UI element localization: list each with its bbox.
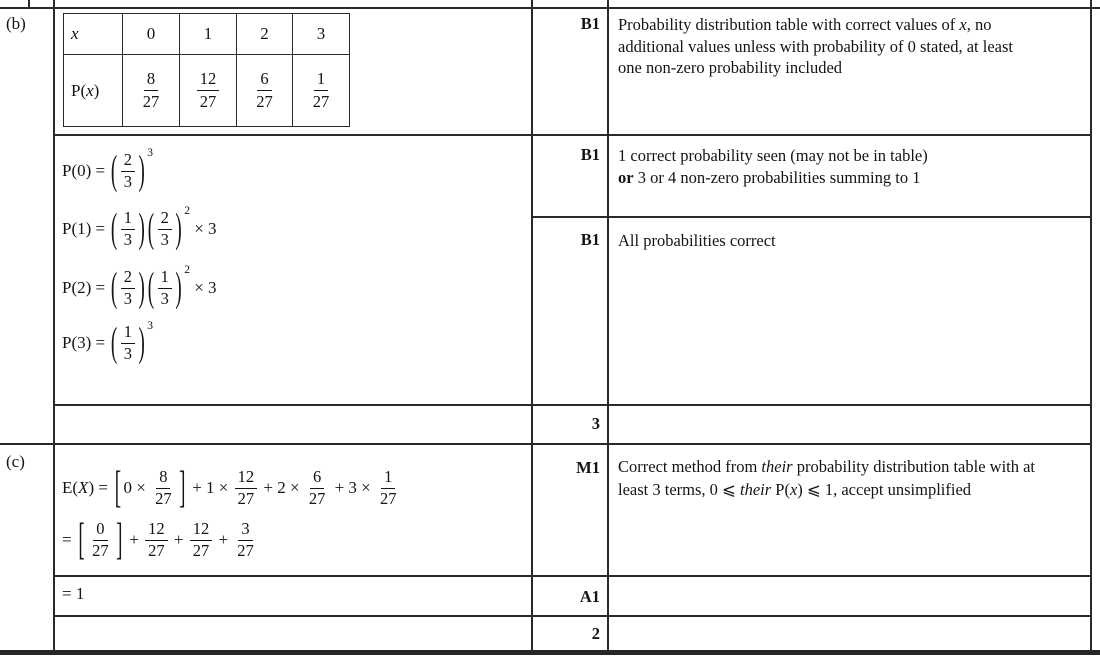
grid-line bbox=[28, 0, 30, 8]
working-line-ex-simplified: = [ $\frac{0}{27}$ ] + $\frac{12}{27}$ + $\frac{12}{27}$ + $\frac{3}{27}$ bbox=[62, 515, 254, 565]
mark-code-b1-2: B1 bbox=[580, 145, 600, 164]
working-line-p1: P(1) = ( $\frac{1}{3}$ ) ( $\frac{2}{3}$ ) 2 × 3 bbox=[62, 205, 217, 252]
table-cell-probability bbox=[179, 54, 236, 126]
grid-line bbox=[0, 650, 1100, 655]
table-cell-x-value: 2 bbox=[236, 14, 292, 54]
grid-line bbox=[53, 615, 1090, 617]
probability-fraction: $\frac{6}{27}$ bbox=[256, 69, 273, 111]
grid-line bbox=[531, 216, 1090, 218]
guidance-line: additional values unless with probability of 0 stated, at least bbox=[618, 36, 1014, 56]
grid-line bbox=[53, 404, 1090, 406]
guidance-line: one non-zero probability included bbox=[618, 58, 843, 77]
guidance-b1-2 bbox=[618, 145, 1083, 188]
probability-distribution-table bbox=[63, 13, 350, 127]
probability-fraction: $\frac{12}{27}$ bbox=[195, 70, 222, 111]
grid-line bbox=[1090, 0, 1092, 651]
guidance-m1 bbox=[618, 456, 1083, 501]
working-line-result: = 1 bbox=[62, 584, 85, 603]
part-b-total-marks: 3 bbox=[591, 414, 600, 433]
working-line-p0: P(0) = ( $\frac{2}{3}$ ) 3 bbox=[62, 147, 154, 194]
x-header: x bbox=[71, 24, 79, 43]
grid-line bbox=[0, 443, 1090, 445]
guidance-line: least 3 terms, 0 ⩽ their P(x) ⩽ 1, accept unsimplified bbox=[618, 479, 972, 499]
mark-code-b1-1: B1 bbox=[580, 14, 600, 33]
working-line-ex: E( X ) = [ 0 × $\frac{8}{27}$ ] + 1 × $\frac{12}{27}$ + 2 × $\frac{6}{27}$ + 3 × $\frac{1}{27}$ bbox=[62, 463, 397, 513]
table-cell-probability bbox=[236, 54, 292, 126]
mark-code-b1-3: B1 bbox=[580, 230, 600, 249]
guidance-line: Correct method from their probability distribution table with at bbox=[618, 457, 1036, 476]
guidance-line: All probabilities correct bbox=[618, 231, 776, 250]
grid-line bbox=[53, 134, 1090, 136]
table-cell-probability bbox=[292, 54, 349, 126]
mark-code-m1: M1 bbox=[576, 458, 600, 477]
guidance-line: or 3 or 4 non-zero probabilities summing to 1 bbox=[618, 167, 921, 187]
table-cell-px-header bbox=[64, 54, 122, 126]
guidance-line: Probability distribution table with correct values of x, no bbox=[618, 15, 992, 34]
part-label-c: (c) bbox=[6, 452, 25, 471]
table-cell-x-header bbox=[64, 14, 122, 54]
working-line-p2: P(2) = ( $\frac{2}{3}$ ) ( $\frac{1}{3}$ ) 2 × 3 bbox=[62, 264, 217, 311]
table-cell-x-value: 3 bbox=[292, 14, 349, 54]
part-label-b: (b) bbox=[6, 14, 26, 33]
mark-code-a1: A1 bbox=[579, 587, 600, 606]
guidance-b1-1 bbox=[618, 14, 1083, 79]
px-header: P(x) bbox=[71, 80, 100, 100]
table-cell-x-value: 0 bbox=[122, 14, 179, 54]
probability-fraction: $\frac{1}{27}$ bbox=[312, 69, 330, 111]
guidance-b1-3 bbox=[618, 230, 1083, 252]
grid-line bbox=[0, 7, 1100, 9]
table-cell-x-value: 1 bbox=[179, 14, 236, 54]
grid-line bbox=[53, 0, 55, 651]
grid-line bbox=[53, 575, 1090, 577]
grid-line bbox=[607, 0, 609, 651]
part-c-total-marks: 2 bbox=[591, 624, 600, 643]
probability-fraction: $\frac{8}{27}$ bbox=[142, 69, 160, 111]
working-line-p3: P(3) = ( $\frac{1}{3}$ ) 3 bbox=[62, 320, 154, 366]
guidance-line: 1 correct probability seen (may not be in table) bbox=[618, 146, 928, 165]
grid-line bbox=[531, 0, 533, 651]
table-cell-probability bbox=[122, 54, 179, 126]
